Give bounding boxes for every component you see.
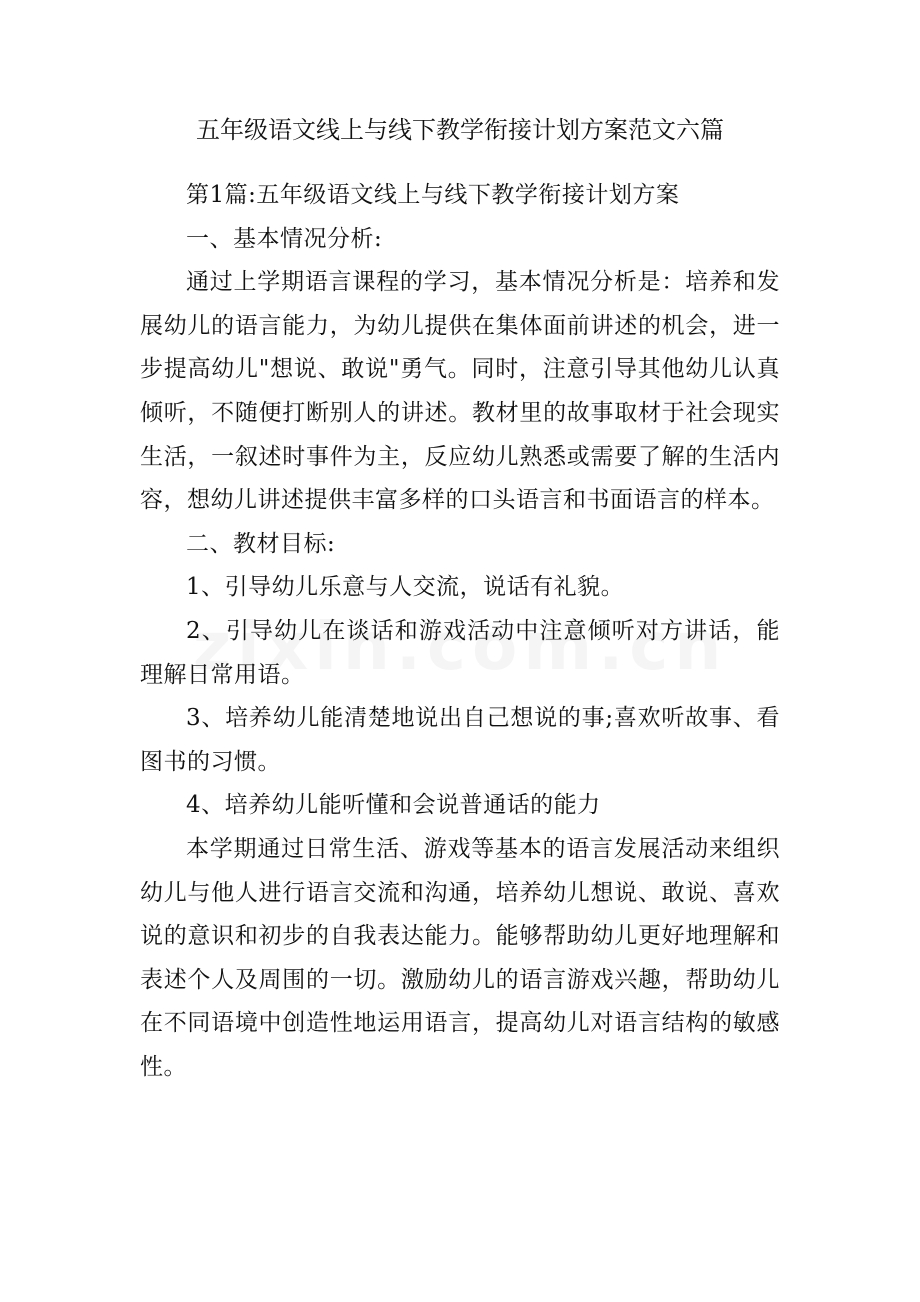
paragraph-semester-plan: 本学期通过日常生活、游戏等基本的语言发展活动来组织幼儿与他人进行语言交流和沟通，培养幼儿想说、敢说、喜欢说的意识和初步的自我表达能力。能够帮助幼儿更好地理解和表述个人及周围的一切。激励幼儿的语言游戏兴趣，帮助幼儿在不同语境中创造性地运用语言，提高幼儿对语言结构的敏感性。 xyxy=(140,835,780,1080)
section-heading-teaching-goals: 二、教材目标: xyxy=(186,530,336,557)
goal-item-3: 3、培养幼儿能清楚地说出自己想说的事;喜欢听故事、看图书的习惯。 xyxy=(140,705,780,775)
goal-item-1: 1、引导幼儿乐意与人交流，说话有礼貌。 xyxy=(186,574,625,601)
section-heading-situation-analysis: 一、基本情况分析: xyxy=(186,225,383,252)
document-body xyxy=(140,174,780,1089)
document-title: 五年级语文线上与线下教学衔接计划方案范文六篇 xyxy=(196,116,724,144)
section-heading-part-1: 第1篇:五年级语文线上与线下教学衔接计划方案 xyxy=(186,182,680,208)
paragraph-situation-analysis: 通过上学期语言课程的学习，基本情况分析是：培养和发展幼儿的语言能力，为幼儿提供在集体面前讲述的机会，进一步提高幼儿"想说、敢说"勇气。同时，注意引导其他幼儿认真倾听，不随便打断别人的讲述。教材里的故事取材于社会现实生活，一叙述时事件为主，反应幼儿熟悉或需要了解的生活内容，想幼儿讲述提供丰富多样的口头语言和书面语言的样本。 xyxy=(140,269,780,514)
goal-item-2: 2、引导幼儿在谈话和游戏活动中注意倾听对方讲话，能理解日常用语。 xyxy=(140,617,780,688)
goal-item-4: 4、培养幼儿能听懂和会说普通话的能力 xyxy=(186,792,601,819)
